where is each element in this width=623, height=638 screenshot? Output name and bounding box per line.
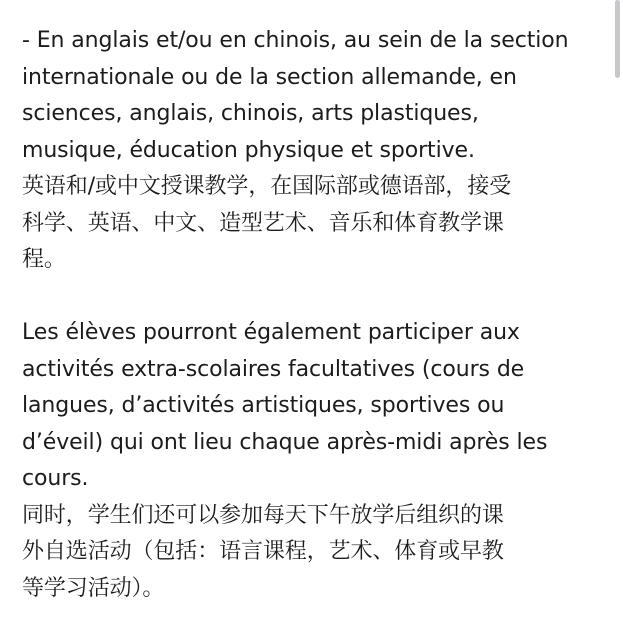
scrollbar[interactable] [615,0,620,78]
text-line: musique, éducation physique et sportive. [22,137,475,163]
text-line: 英语和/或中文授课教学，在国际部或德语部，接受 [22,174,512,199]
text-line: langues, d’activités artistiques, sportives ou [22,393,505,418]
text-line: d’éveil) qui ont lieu chaque après-midi après les [22,429,548,455]
text-line: 科学、英语、中文、造型艺术、音乐和体育教学课 [22,210,504,236]
text-line: cours. [22,466,89,491]
text-line: sciences, anglais, chinois, arts plastiques, [22,101,479,126]
text-line: 外自选活动（包括：语言课程，艺术、体育或早教 [22,539,504,564]
text-line: internationale ou de la section allemande, en [22,64,517,90]
paragraph-spacer [22,279,602,316]
text-line: 等学习活动）。 [22,575,165,601]
document-body [22,23,602,607]
text-line: 同时，学生们还可以参加每天下午放学后组织的课 [22,502,504,528]
text-line: Les élèves pourront également participer aux [22,320,520,345]
text-line: 程。 [22,247,66,272]
paragraph-1 [22,23,602,279]
text-line: activités extra-scolaires facultatives (cours de [22,356,525,382]
text-line: - En anglais et/ou en chinois, au sein de la section [22,28,569,53]
paragraph-2 [22,315,602,607]
